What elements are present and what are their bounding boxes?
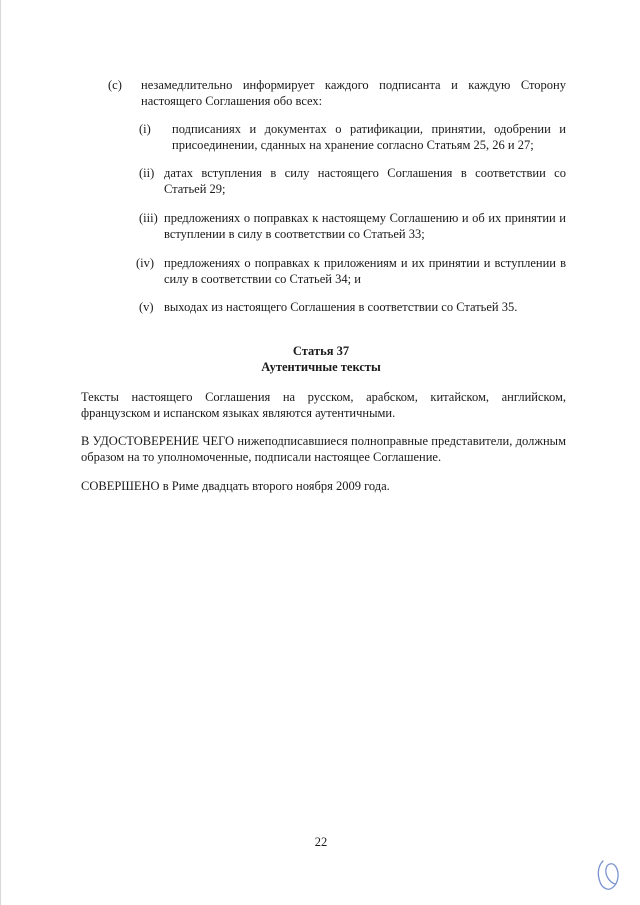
sub-item-iv <box>136 255 566 287</box>
article-title: Аутентичные тексты <box>261 360 381 374</box>
list-item-text: незамедлительно информирует каждого подписанта и каждую Сторону настоящего Соглашения обо всех: <box>141 78 566 108</box>
page-number: 22 <box>314 835 328 849</box>
article-number: Статья 37 <box>292 344 350 358</box>
paragraph-authentic-texts: Тексты настоящего Соглашения на русском, арабском, китайском, английском, французском и испанском языках являются аутентичными. <box>81 390 566 420</box>
list-item-label: (c) <box>108 78 122 92</box>
paragraph-done-at: СОВЕРШЕНО в Риме двадцать второго ноября 2009 года. <box>81 479 390 493</box>
sub-item-ii <box>139 165 566 197</box>
sub-item-text: датах вступления в силу настоящего Соглашения в соответствии со Статьей 29; <box>164 166 566 196</box>
sub-item-i <box>139 121 566 153</box>
sub-item-label: (iii) <box>139 211 158 225</box>
handwritten-signature <box>594 858 624 894</box>
sub-item-label: (iv) <box>136 256 155 270</box>
sub-item-text: подписаниях и документах о ратификации, принятии, одобрении и присоединении, сданных на хранение согласно Статьям 25, 26 и 27; <box>172 122 566 152</box>
sub-item-label: (v) <box>139 300 154 314</box>
sub-item-label: (ii) <box>139 166 155 180</box>
sub-item-text: предложениях о поправках к настоящему Соглашению и об их принятии и вступлении в силу в соответствии со Статьей 33; <box>164 211 566 241</box>
sub-item-text: предложениях о поправках к приложениям и их принятии и вступлении в силу в соответствии со Статьей 34; и <box>164 256 566 286</box>
list-item-c <box>108 77 566 109</box>
paragraph-in-witness: В УДОСТОВЕРЕНИЕ ЧЕГО нижеподписавшиеся полноправные представители, должным образом на то уполномоченные, подписали настоящее Соглашение. <box>81 434 566 464</box>
sub-item-v <box>139 299 566 315</box>
sub-item-label: (i) <box>139 122 151 136</box>
sub-item-iii <box>139 210 566 242</box>
sub-item-text: выходах из настоящего Соглашения в соответствии со Статьей 35. <box>164 300 518 314</box>
